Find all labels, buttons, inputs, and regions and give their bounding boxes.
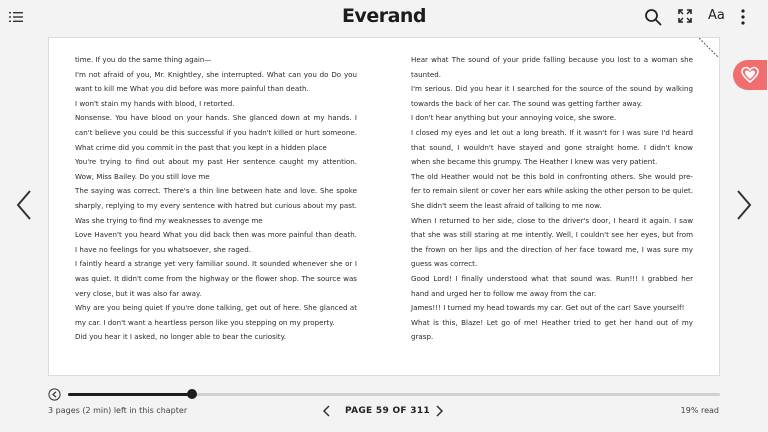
paragraph: Hear what The sound of your pride falling because you lost to a woman she taunted. [411, 55, 693, 79]
top-bar [0, 0, 768, 36]
chevron-right-icon[interactable] [434, 405, 444, 417]
page-navigator [322, 403, 446, 421]
paragraph: I closed my eyes and let out a long breath. If it wasn't for I was sure I'd heard that sound, I wouldn't have stayed and gone straight home. I didn't know when she became this grumpy. The Heather I knew was very patient. [411, 127, 693, 167]
previous-page-arrow-icon[interactable] [16, 190, 32, 220]
progress-slider-thumb[interactable] [187, 389, 197, 399]
paragraph: I don't hear anything but your annoying voice, she swore. [411, 113, 617, 123]
paragraph: time. If you do the same thing again— [75, 55, 212, 64]
paragraph: Why are you being quiet If you're done talking, get out of here. She glanced at my car. I don't want a heartless person like you stepping on my property. [75, 303, 357, 327]
paragraph: I faintly heard a strange yet very familiar sound. It sounded whenever she or I was quiet. It didn't come from the highway or the flower shop. The source was very close, but it was also far away. [75, 259, 357, 298]
right-text-column [411, 53, 693, 345]
progress-fill [68, 393, 192, 396]
fullscreen-icon[interactable] [678, 9, 692, 23]
reader-page [48, 37, 720, 376]
bookmark-corner-icon[interactable] [699, 38, 719, 58]
paragraph: Love Haven't you heard What you did back then was more painful than death. I have no feelings for you whatsoever, she raged. [75, 230, 357, 254]
paragraph: Did you hear it I asked, no longer able to bear the curiosity. [75, 332, 287, 342]
paragraph: When I returned to her side, close to the driver's door, I heard it again. I saw that she was still staring at me intently. Well, I couldn't see her eyes, but from the frown on her lips and the direction of her face toward me, I was sure my guess was correct. [411, 215, 693, 269]
page-indicator: PAGE 59 OF 311 [345, 406, 430, 416]
heart-tag-icon [741, 66, 759, 84]
paragraph: Good Lord! I finally understood what that sound was. Run!!! I grabbed her hand and urged her to follow me away from the car. [411, 273, 693, 298]
next-page-arrow-icon[interactable] [736, 190, 752, 220]
paragraph: What is this, Blaze! Let go of me! Heather tried to get her hand out of my grasp. [411, 317, 693, 342]
left-text-column [75, 53, 357, 345]
paragraph: You're trying to find out about my past Her sentence caught my attention. Wow, Miss Bailey. Do you still love me [75, 157, 357, 181]
font-settings-button[interactable]: Aa [708, 8, 725, 23]
back-to-position-icon[interactable] [48, 388, 61, 401]
percent-read: 19% read [680, 406, 719, 415]
app-logo[interactable]: Everand [341, 5, 427, 27]
reading-progress [48, 388, 720, 402]
paragraph: I'm serious. Did you hear it I searched for the source of the sound by walking towards the back of her car. The sound was getting farther away. [411, 84, 693, 108]
paragraph: James!!! I turned my head towards my car. Get out of the car! Save yourself! [411, 303, 685, 313]
paragraph: The old Heather would not be this bold in confronting others. She would pre-fer to remain silent or cover her ears while asking the other person to be quiet. She didn't seem the least afraid of talking to me now. [411, 171, 693, 210]
progress-track[interactable] [68, 393, 720, 396]
paragraph: I won't stain my hands with blood, I retorted. [75, 98, 235, 108]
chapter-remaining-text: 3 pages (2 min) left in this chapter [48, 406, 188, 415]
save-heart-badge[interactable] [733, 60, 767, 90]
more-vertical-icon[interactable] [740, 8, 746, 26]
paragraph: The saying was correct. There's a thin line between hate and love. She spoke sharply, replying to my every sentence with hatred but curious about my past. Was she trying to find my weaknesses to avenge me [75, 186, 357, 225]
paragraph: I'm not afraid of you, Mr. Knightley, she interrupted. What can you do Do you want to kill me What you did before was more painful than death. [75, 69, 357, 94]
paragraph: Nonsense. You have blood on your hands. She glanced down at my hands. I can't believe you could be this successful if you hadn't killed or hurt someone. What crime did you commit in the past that you kept in a hidden place [75, 113, 357, 152]
search-icon[interactable] [644, 8, 662, 26]
chevron-left-icon[interactable] [322, 405, 332, 417]
